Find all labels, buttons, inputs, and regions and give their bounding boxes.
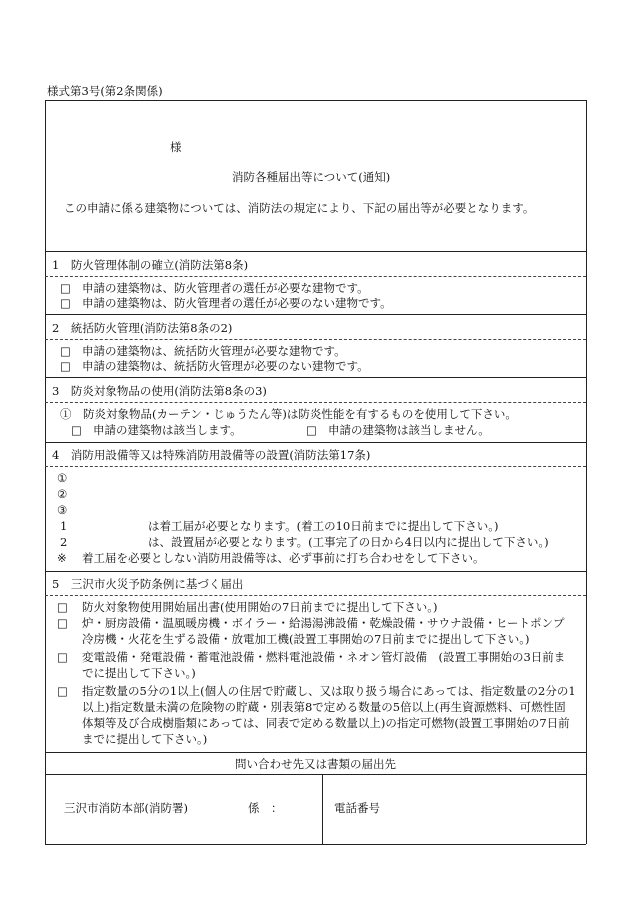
contact-header-rule [45, 774, 586, 775]
section2-top-rule [45, 314, 586, 315]
section4-row1-number: 1 [60, 519, 68, 533]
checkbox[interactable]: □ [71, 423, 82, 437]
section4-divider [45, 466, 586, 467]
section4-row1-text: は着工届が必要となります。(着工の10日前までに提出して下さい。) [148, 519, 499, 533]
section5-item2-line1: 炉・厨房設備・温風暖房機・ボイラー・給湯湯沸設備・乾燥設備・サウナ設備・ヒートポンプ [82, 616, 565, 630]
section5-item4-line1: 指定数量の5分の1以上(個人の住居で貯蔵し、又は取り扱う場合にあっては、指定数量の2分の1 [82, 684, 576, 698]
section1-top-rule [45, 251, 586, 252]
frame-bottom [45, 844, 586, 845]
section2-divider [45, 339, 586, 340]
contact-office: 三沢市消防本部(消防署) [64, 801, 188, 815]
section4-heading: 4 消防用設備等又は特殊消防用設備等の設置(消防法第17条) [52, 448, 371, 462]
section2-item-1: 申請の建築物は、統括防火管理が必要な建物です。 [82, 344, 346, 358]
section3-note: ① 防炎対象物品(カーテン・じゅうたん等)は防炎性能を有するものを使用して下さい。 [60, 407, 517, 421]
checkbox[interactable]: □ [60, 281, 71, 295]
section4-row2-text: は、設置届が必要となります。(工事完了の日から4日以内に提出して下さい。) [148, 535, 549, 549]
checkbox[interactable]: □ [60, 344, 71, 358]
section5-top-rule [45, 571, 586, 572]
section4-note-mark: ※ [57, 551, 67, 565]
checkbox[interactable]: □ [57, 650, 68, 664]
notice-intro: この申請に係る建築物については、消防法の規定により、下記の届出等が必要となります。 [64, 201, 535, 215]
section3-option-not-applies: 申請の建築物は該当しません。 [328, 423, 490, 437]
contact-divider [322, 774, 323, 844]
contact-header: 問い合わせ先又は書類の届出先 [235, 757, 396, 771]
contact-top-rule [45, 752, 586, 753]
contact-staff-label: 係 ： [248, 801, 283, 815]
section5-heading: 5 三沢市火災予防条例に基づく届出 [52, 577, 244, 591]
frame-right [586, 100, 587, 844]
section4-top-rule [45, 442, 586, 443]
section1-divider [45, 276, 586, 277]
checkbox[interactable]: □ [60, 296, 71, 310]
section4-marker-1: ① [57, 471, 68, 485]
section5-divider [45, 595, 586, 596]
addressee-suffix: 様 [170, 140, 182, 154]
section5-item4-line2: 以上)指定数量未満の危険物の貯蔵・別表第8で定める数量の5倍以上(再生資源燃料、可燃性固 [82, 700, 566, 714]
section4-note: 着工届を必要としない消防用設備等は、必ず事前に打ち合わせをして下さい。 [82, 551, 485, 565]
section4-marker-2: ② [57, 487, 68, 501]
checkbox[interactable]: □ [57, 616, 68, 630]
section3-top-rule [45, 377, 586, 378]
section4-row2-number: 2 [60, 535, 68, 549]
frame-left [45, 100, 46, 844]
section5-item4-line3: 体類等及び合成樹脂類にあっては、同表で定める数量以上)の指定可燃物(設置工事開始の7日前 [82, 716, 570, 730]
section5-item1-line1: 防火対象物使用開始届出書(使用開始の7日前までに提出して下さい。) [82, 600, 438, 614]
section1-item-1: 申請の建築物は、防火管理者の選任が必要な建物です。 [82, 281, 369, 295]
section5-item3-line1: 変電設備・発電設備・蓄電池設備・燃料電池設備・ネオン管灯設備 (設置工事開始の3日前ま [82, 650, 566, 664]
section5-item4-line4: までに提出して下さい。) [82, 732, 208, 746]
checkbox[interactable]: □ [57, 600, 68, 614]
section1-item-2: 申請の建築物は、防火管理者の選任が必要のない建物です。 [82, 296, 392, 310]
checkbox[interactable]: □ [60, 359, 71, 373]
section2-item-2: 申請の建築物は、統括防火管理が必要のない建物です。 [82, 359, 369, 373]
contact-phone-label: 電話番号 [334, 801, 380, 815]
form-label: 様式第3号(第2条関係) [47, 84, 163, 98]
section3-option-applies: 申請の建築物は該当します。 [93, 423, 242, 437]
section1-heading: 1 防火管理体制の確立(消防法第8条) [52, 258, 249, 272]
section2-heading: 2 統括防火管理(消防法第8条の2) [52, 321, 233, 335]
section5-item3-line2: でに提出して下さい。) [82, 666, 196, 680]
checkbox[interactable]: □ [306, 423, 317, 437]
frame-top [45, 100, 586, 101]
section3-heading: 3 防炎対象物品の使用(消防法第8条の3) [52, 384, 267, 398]
checkbox[interactable]: □ [57, 684, 68, 698]
section3-divider [45, 402, 586, 403]
section4-marker-3: ③ [57, 503, 68, 517]
notice-title: 消防各種届出等について(通知) [232, 170, 391, 184]
section5-item2-line2: 冷房機・火花を生ずる設備・放電加工機(設置工事開始の7日前までに提出して下さい。) [82, 632, 530, 646]
